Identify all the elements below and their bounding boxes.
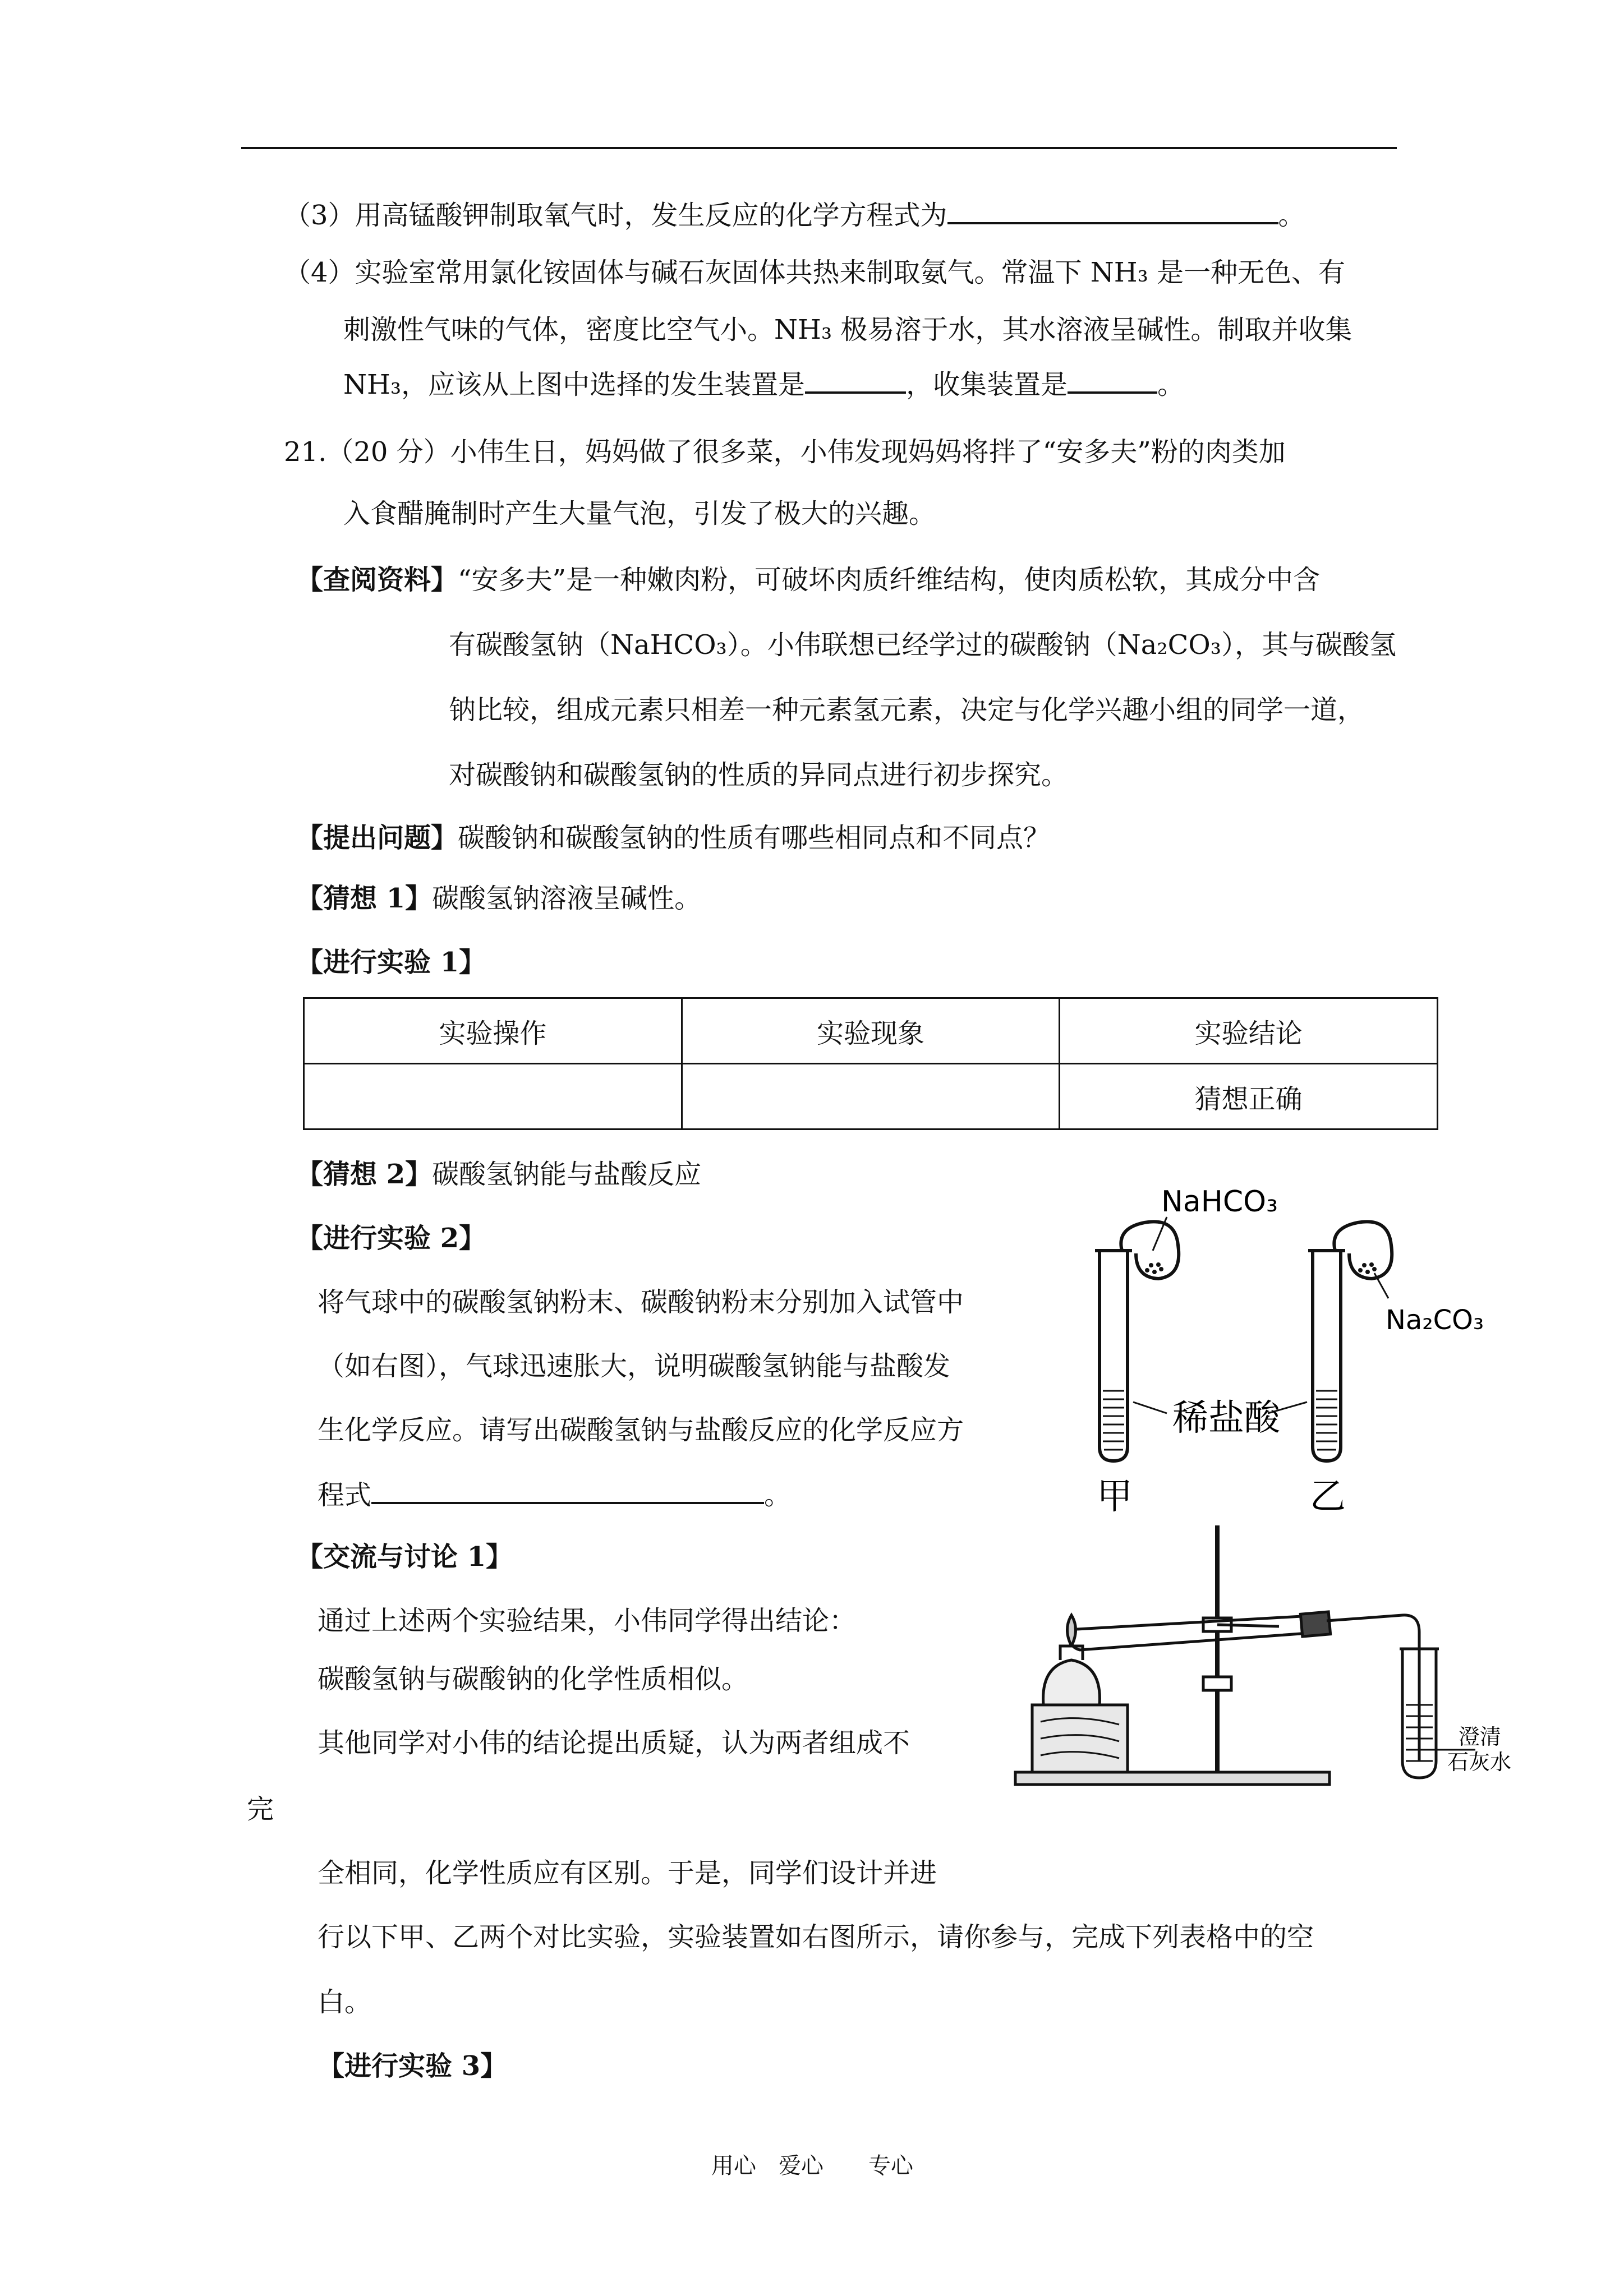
tube-jia-label: 甲 [1097, 1476, 1133, 1514]
acid-label: 稀盐酸 [1172, 1398, 1280, 1439]
guess2-line [296, 1158, 701, 1191]
table-cell-phenomenon[interactable] [682, 1064, 1060, 1129]
q4-line3b: ，收集装置是 [906, 369, 1068, 400]
table-header-cell: 实验操作 [304, 998, 682, 1064]
guess1-line [296, 882, 701, 915]
q21-line2: 入食醋腌制时产生大量气泡，引发了极大的兴趣。 [343, 498, 936, 529]
exp3-tag: 【进行实验 3】 [318, 2050, 508, 2082]
question-line [296, 821, 1050, 855]
table-header-cell: 实验结论 [1060, 998, 1438, 1064]
header-rule [241, 147, 1397, 149]
q4-line2: 刺激性气味的气体，密度比空气小。NH₃ 极易溶于水，其水溶液呈碱性。制取并收集 [343, 314, 1352, 345]
q4-line3a: NH₃，应该从上图中选择的发生装置是 [343, 369, 806, 400]
lookup-line4: 对碳酸钠和碳酸氢钠的性质的异同点进行初步探究。 [449, 759, 1069, 791]
discuss-line2: 碳酸氢钠与碳酸钠的化学性质相似。 [318, 1663, 749, 1695]
lookup-text1: “安多夫”是一种嫩肉粉，可破坏肉质纤维结构，使肉质松软，其成分中含 [458, 564, 1321, 596]
lookup-line1 [296, 563, 1320, 597]
table-cell-conclusion: 猜想正确 [1060, 1064, 1438, 1129]
q4-generator-blank[interactable] [805, 367, 906, 394]
guess1-tag: 【猜想 1】 [296, 883, 433, 914]
exp2-line2: （如右图），气球迅速胀大，说明碳酸氢钠能与盐酸发 [318, 1350, 951, 1382]
discuss-line1: 通过上述两个实验结果，小伟同学得出结论： [318, 1605, 857, 1636]
heating-apparatus-figure [1010, 1520, 1515, 1800]
exp2-end: 。 [764, 1479, 792, 1511]
q4-line3c: 。 [1157, 369, 1185, 400]
q4-collector-blank[interactable] [1068, 367, 1157, 394]
exp2-line4-text: 程式 [318, 1479, 372, 1511]
lookup-line2: 有碳酸氢钠（NaHCO₃）。小伟联想已经学过的碳酸钠（Na₂CO₃），其与碳酸氢 [449, 629, 1396, 661]
question-text: 碳酸钠和碳酸氢钠的性质有哪些相同点和不同点？ [458, 822, 1051, 854]
q21-line1: 21.（20 分）小伟生日，妈妈做了很多菜，小伟发现妈妈将拌了“安多夫”粉的肉类加 [284, 436, 1286, 468]
balloon-test-tubes-figure [1083, 1178, 1509, 1514]
q3-line [284, 197, 1305, 232]
discuss-line5: 全相同，化学性质应有区别。于是，同学们设计并进 [318, 1857, 937, 1889]
q3-answer-blank[interactable] [947, 197, 1278, 224]
guess1-text: 碳酸氢钠溶液呈碱性。 [432, 883, 702, 914]
table-header-row [304, 998, 1438, 1064]
discuss-line4: 完 [247, 1794, 274, 1825]
discuss-line6: 行以下甲、乙两个对比实验，实验装置如右图所示，请你参与，完成下列表格中的空 [318, 1921, 1314, 1953]
lookup-tag: 【查阅资料】 [296, 564, 458, 596]
exp2-line1: 将气球中的碳酸氢钠粉末、碳酸钠粉末分别加入试管中 [318, 1287, 964, 1318]
discuss-line7: 白。 [318, 1986, 372, 2018]
q3-text: （3）用高锰酸钾制取氧气时，发生反应的化学方程式为 [284, 200, 947, 231]
discuss-tag: 【交流与讨论 1】 [296, 1541, 513, 1573]
table-row [304, 1064, 1438, 1129]
experiment1-table [303, 997, 1438, 1130]
exp2-tag: 【进行实验 2】 [296, 1223, 486, 1254]
q4-line1: （4）实验室常用氯化铵固体与碱石灰固体共热来制取氨气。常温下 NH₃ 是一种无色、有 [284, 257, 1346, 288]
limewater-label-1: 澄清 [1459, 1725, 1502, 1749]
limewater-label-2: 石灰水 [1447, 1750, 1512, 1774]
table-cell-operation[interactable] [304, 1064, 682, 1129]
q3-end: 。 [1278, 200, 1305, 231]
guess2-tag: 【猜想 2】 [296, 1159, 433, 1190]
tube-yi-label: 乙 [1310, 1476, 1346, 1514]
page-footer: 用心 爱心 专心 [711, 2153, 913, 2179]
exp1-tag: 【进行实验 1】 [296, 947, 486, 978]
exp2-line3: 生化学反应。请写出碳酸氢钠与盐酸反应的化学反应方 [318, 1414, 964, 1446]
table-header-cell: 实验现象 [682, 998, 1060, 1064]
guess2-text: 碳酸氢钠能与盐酸反应 [432, 1159, 702, 1190]
na2co3-label: Na₂CO₃ [1386, 1304, 1484, 1336]
exp2-line4 [318, 1477, 791, 1512]
discuss-line3: 其他同学对小伟的结论提出质疑，认为两者组成不 [318, 1727, 910, 1759]
q4-line3 [343, 367, 1184, 402]
question-tag: 【提出问题】 [296, 822, 458, 854]
lookup-line3: 钠比较，组成元素只相差一种元素氢元素，决定与化学兴趣小组的同学一道， [449, 694, 1365, 726]
nahco3-label: NaHCO₃ [1161, 1185, 1278, 1219]
exp2-equation-blank[interactable] [371, 1477, 764, 1504]
